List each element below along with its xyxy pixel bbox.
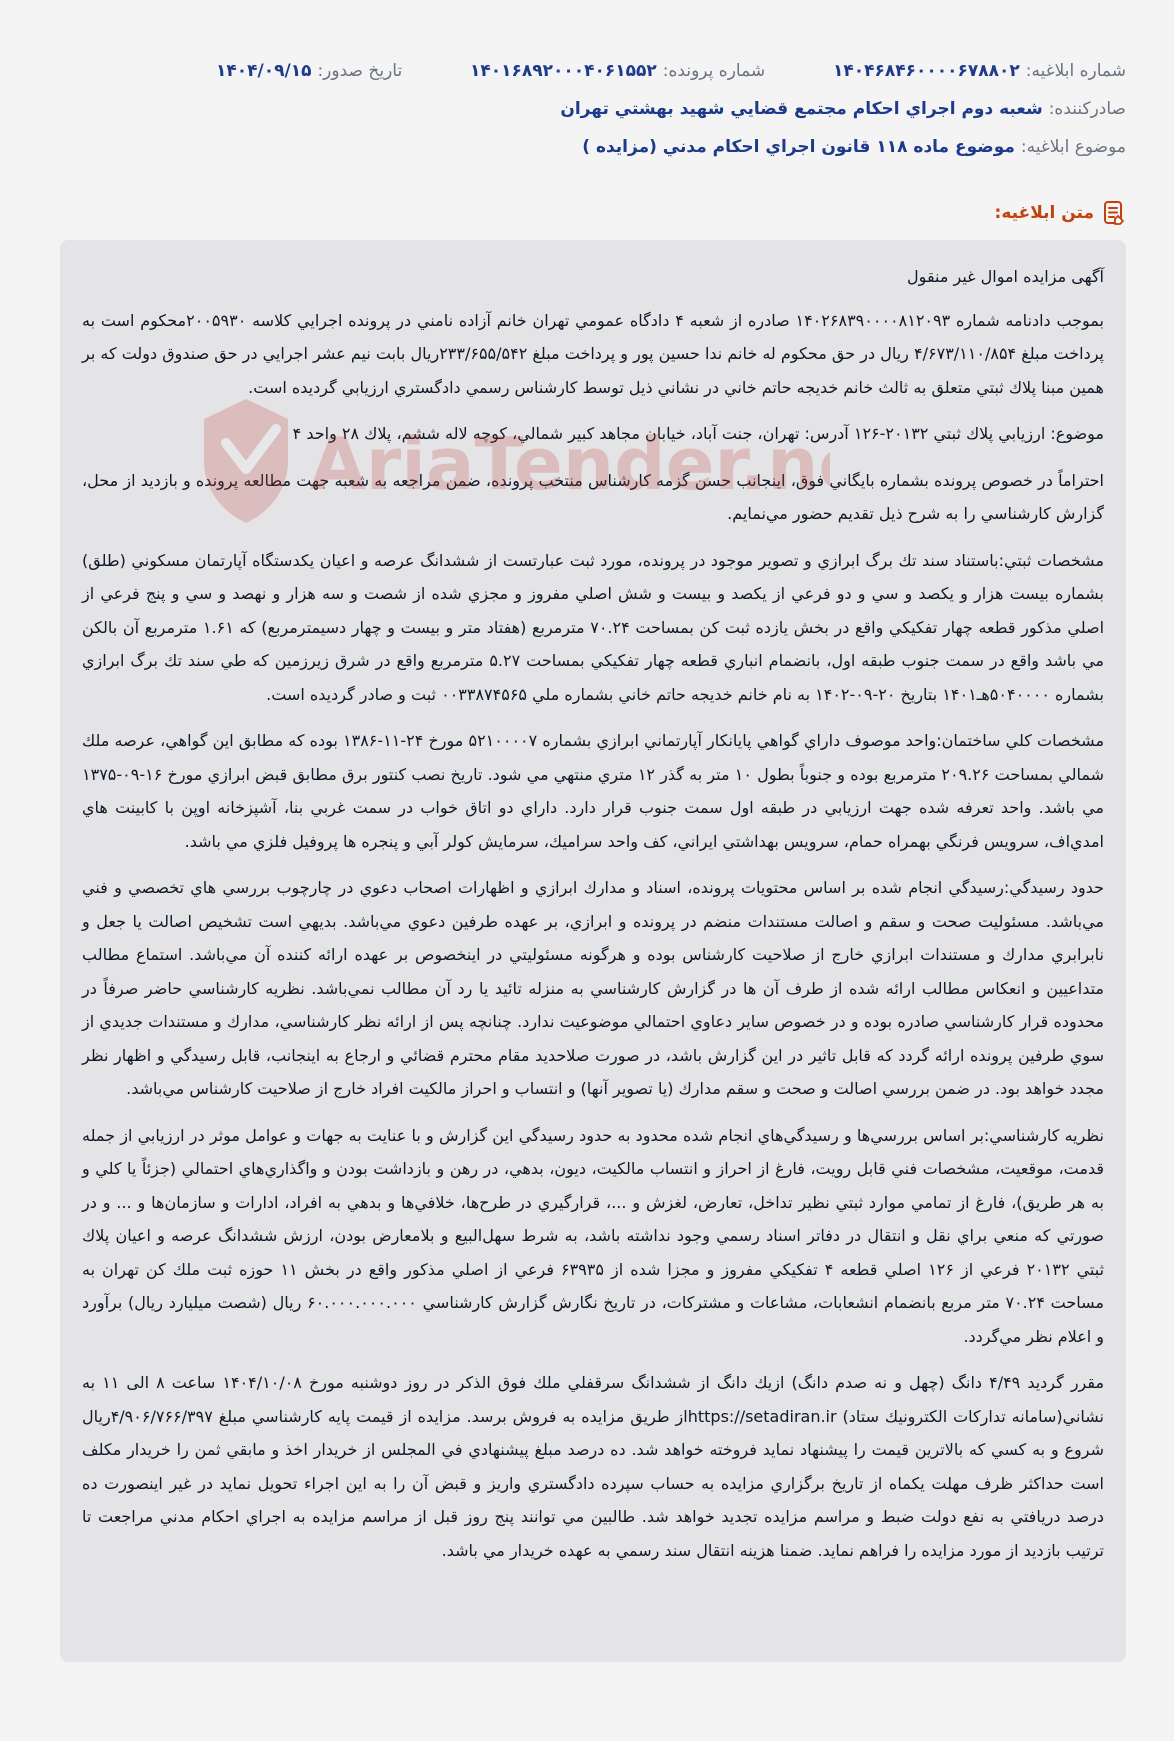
paragraph-opinion: نظريه كارشناسي:بر اساس بررسي‌ها و رسيدگي‌هاي انجام شده محدود به حدود رسيدگي اين گزارش و با عنايت به جهات و عوامل موثر در ارزيابي از جمله قدمت، موقعيت، مشخصات فني قابل رويت، فارغ از احراز و انتساب مالكيت، ديون، بدهي، در رهن و بازداشت بودن و واگذاري‌هاي احتمالي (جزئاً يا كلي و به هر طريق)، فارغ از تمامي موارد ثبتي نظير تداخل، تعارض، لغزش و ...، قرارگيري در طرح‌ها، خلافي‌ها و بدهي به افراد، ادارات و سازمان‌ها و ... و در صورتي كه منعي براي نقل و انتقال در دفاتر اسناد رسمي وجود نداشته باشد، به شرط سهل‌البيع و بلامعارض بودن، ارزش ششدانگ عرصه و اعيان پلاك ثبتي ۲۰۱۳۲ فرعي از ۱۲۶ اصلي قطعه ۴ تفكيكي مفروز و مجزا شده از ۶۳۹۳۵ فرعي از اصلي مذكور واقع در بخش ۱۱ حوزه ثبت ملك كن تهران به مساحت ۷۰.۲۴ متر مربع بانضمام انشعابات، مشاعات و مشتركات، در تاريخ نگارش گزارش كارشناسي ۶۰.۰۰۰.۰۰۰.۰۰۰ ريال (شصت ميليارد ريال) برآورد و اعلام نظر مي‌گردد. (82, 1125, 1105, 1346)
issue-date-value: ۱۴۰۴/۰۹/۱۵ (216, 61, 312, 81)
issue-date (216, 61, 402, 81)
issue-date-label: تاريخ صدور: (317, 61, 403, 81)
issuer-value: شعبه دوم اجراي احكام مجتمع قضايي شهيد بهشتي تهران (560, 99, 1043, 119)
paragraph-building: مشخصات كلي ساختمان:واحد موصوف داراي گواهي پايانكار آپارتماني ابرازي بشماره ۵۲۱۰۰۰۰۷ مورخ ۲۴-۱۱-۱۳۸۶ بوده كه مطابق اين گواهي، عرصه ملك شمالي بمساحت ۲۰۹.۲۶ مترمربع بوده و جنوباً بطول ۱۰ متر به گذر ۱۲ متري منتهي مي شود. تاريخ نصب كنتور برق مطابق قبض ابرازي مورخ ۱۶-۰۹-۱۳۷۵ مي باشد. واحد تعرفه شده جهت ارزيابي در طبقه اول سمت جنوب قرار دارد. داراي دو اتاق خواب در سمت غربي بنا، آشپزخانه اوپن با كابينت هاي امدي‌اف، سرويس فرنگي بهمراه حمام، سرويس بهداشتي ايراني، كف واحد سراميك، سرمايش كولر آبي و پنجره ها پروفيل فلزي مي باشد. (82, 731, 1105, 851)
notice-number-value: ۱۴۰۴۶۸۴۶۰۰۰۰۶۷۸۸۰۲ (832, 61, 1020, 81)
notice-number-label: شماره ابلاغيه: (1025, 61, 1126, 81)
paragraph-verdict: بموجب دادنامه شماره ۱۴۰۲۶۸۳۹۰۰۰۰۸۱۲۰۹۳ صادره از شعبه ۴ دادگاه عمومي تهران خانم آزاده نامني در پرونده اجرايي كلاسه ۲۰۰۵۹۳۰محكوم است به پرداخت مبلغ ۴/۶۷۳/۱۱۰/۸۵۴ ريال در حق محكوم له خانم ندا حسين پور و پرداخت مبلغ ۲۳۳/۶۵۵/۵۴۲ريال بابت نيم عشر اجرايي در حق صندوق دولت كه بر همين مبنا پلاك ثبتي متعلق به ثالث خانم خديجه حاتم خاني در نشاني ذيل توسط كارشناس رسمي دادگستري ارزيابي گرديده است. (82, 310, 1105, 397)
meta-row (216, 52, 1126, 90)
issuer-label: صادرکننده: (1048, 99, 1126, 119)
subject-value: موضوع ماده ۱۱۸ قانون اجراي احكام مدني (مزايده ) (582, 137, 1015, 157)
notice-header (60, 52, 1126, 166)
paragraph-intro: احتراماً در خصوص پرونده بشماره بايگاني فوق، اينجانب حسن گزمه كارشناس منتخب پرونده، ضمن مراجعه به شعبه جهت مطالعه پرونده و بازديد از محل، گزارش كارشناسي را به شرح ذيل تقديم حضور مي‌نمايم. (82, 470, 1104, 523)
content-heading: آگهی مزايده اموال غير منقول (907, 267, 1104, 286)
paragraph-registration: مشخصات ثبتي:باستناد سند تك برگ ابرازي و تصوير موجود در پرونده، مورد ثبت عبارتست از ششدانگ عرصه و اعيان يكدستگاه آپارتمان مسكوني (طلق) بشماره بيست هزار و يكصد و سي و دو فرعي از يكصد و بيست و شش اصلي مفروز و مجزي شده از شصت و سه هزار و نهصد و سي و پنج فرعي از اصلي مذكور قطعه چهار تفكيكي واقع در بخش يازده ثبت كن بمساحت ۷۰.۲۴ مترمربع (هفتاد متر و بيست و چهار دسيمترمربع) كه ۱.۶۱ مترمربع آن بالكن مي باشد واقع در سمت جنوب طبقه اول، بانضمام انباري قطعه چهار تفكيكي بمساحت ۵.۲۷ مترمربع واقع در شرق زيرزمين كه طي سند تك برگ ابرازي بشماره ۵۰۴۰۰۰۰هـ۱۴۰۱ بتاريخ ۲۰-۰۹-۱۴۰۲ به نام خانم خديجه حاتم خاني بشماره ملي ۰۰۳۳۸۷۴۵۶۵ ثبت و صادر گرديده است. (82, 550, 1105, 704)
paragraph-scope: حدود رسيدگي:رسيدگي انجام شده بر اساس محتويات پرونده، اسناد و مدارك ابرازي و اظهارات اصحاب دعوي در چارچوب بررسي هاي تخصصي و فني مي‌باشد. مسئوليت صحت و سقم و اصالت مستندات منضم در پرونده و ابرازي، بر عهده طرفين دعوي مي‌باشد. بديهي است تشخيص اصالت يا جعل و نابرابري مدارك و مستندات ابرازي خارج از صلاحيت كارشناس بوده و هرگونه مسئوليتي در اينخصوص بر عهده ارائه كننده آن مي‌باشد. استماع مطالب متداعيين و انعكاس مطالب ارائه شده از طرف آن ها در گزارش كارشناسي به منزله تائيد يا رد آن مطالب نمي‌باشد. نظريه كارشناسي حاضر صرفاً در محدوده قرار كارشناسي صادره بوده و در خصوص ساير دعاوي احتمالي موضوعيت ندارد. چنانچه پس از ارائه نظر كارشناسي، مدارك و مستندات جديدي از سوي طرفين پرونده ارائه گردد كه قابل تاثير در اين گزارش باشد، در صورت صلاحديد مقام محترم قضائي و ارجاع به اينجانب، قابل رسيدگي و اظهار نظر مجدد خواهد بود. در ضمن بررسي اصالت و صحت و سقم مدارك (يا تصوير آنها) و انتساب و احراز مالكيت افراد خارج از صلاحيت كارشناس مي‌باشد. (82, 878, 1104, 1098)
case-number-label: شماره پرونده: (662, 61, 766, 81)
paragraph-subject: موضوع: ارزيابي پلاك ثبتي ۲۰۱۳۲-۱۲۶ آدرس: تهران، جنت آباد، خيابان مجاهد كبير شمالي، كوچه لاله ششم، پلاك ۲۸ واحد ۴ (292, 424, 1104, 443)
subject-row (60, 128, 1126, 166)
case-number (470, 61, 765, 81)
section-title-text: متن ابلاغيه: (994, 203, 1094, 223)
notice-content (60, 240, 1126, 1662)
section-title (995, 200, 1126, 226)
document-icon (1102, 200, 1126, 226)
subject-label: موضوع ابلاغيه: (1020, 137, 1126, 157)
issuer-row (60, 90, 1126, 128)
notice-number (833, 61, 1126, 81)
paragraph-auction: مقرر گرديد ۴/۴۹ دانگ (چهل و نه صدم دانگ) ازيك دانگ از ششدانگ سرقفلي ملك فوق الذكر در روز دوشنبه مورخ ۱۴۰۴/۱۰/۰۸ ساعت ۸ الی ۱۱ به نشاني(سامانه تداركات الكترونيك ستاد) https://setadiran.irاز طريق مزايده به فروش برسد. مزايده از قيمت پايه كارشناسي مبلغ ۴/۹۰۶/۷۶۶/۳۹۷ريال شروع و به كسي كه بالاترين قيمت را پيشنهاد نمايد فروخته خواهد شد. ده درصد مبلغ پيشنهادي في المجلس از خريدار اخذ و مابقي ثمن را خريدار مكلف است حداكثر ظرف مهلت يكماه از تاريخ برگزاري مزايده به حساب سپرده دادگستري واريز و قبض آن را به اين اجراء تحويل نمايد در غير اينصورت ده درصد دريافتي به نفع دولت ضبط و مراسم مزايده تجديد خواهد شد. طالبين مي توانند پنج روز قبل از مراسم مزايده به اجراي احكام مدني مراجعت تا ترتيب بازديد از مورد مزايده را فراهم نمايد. ضمنا هزينه انتقال سند رسمي به عهده خريدار مي باشد. (82, 1373, 1105, 1560)
case-number-value: ۱۴۰۱۶۸۹۲۰۰۰۴۰۶۱۵۵۲ (470, 61, 657, 81)
svg-text:AriaTender.neT: AriaTender.n (310, 422, 819, 506)
